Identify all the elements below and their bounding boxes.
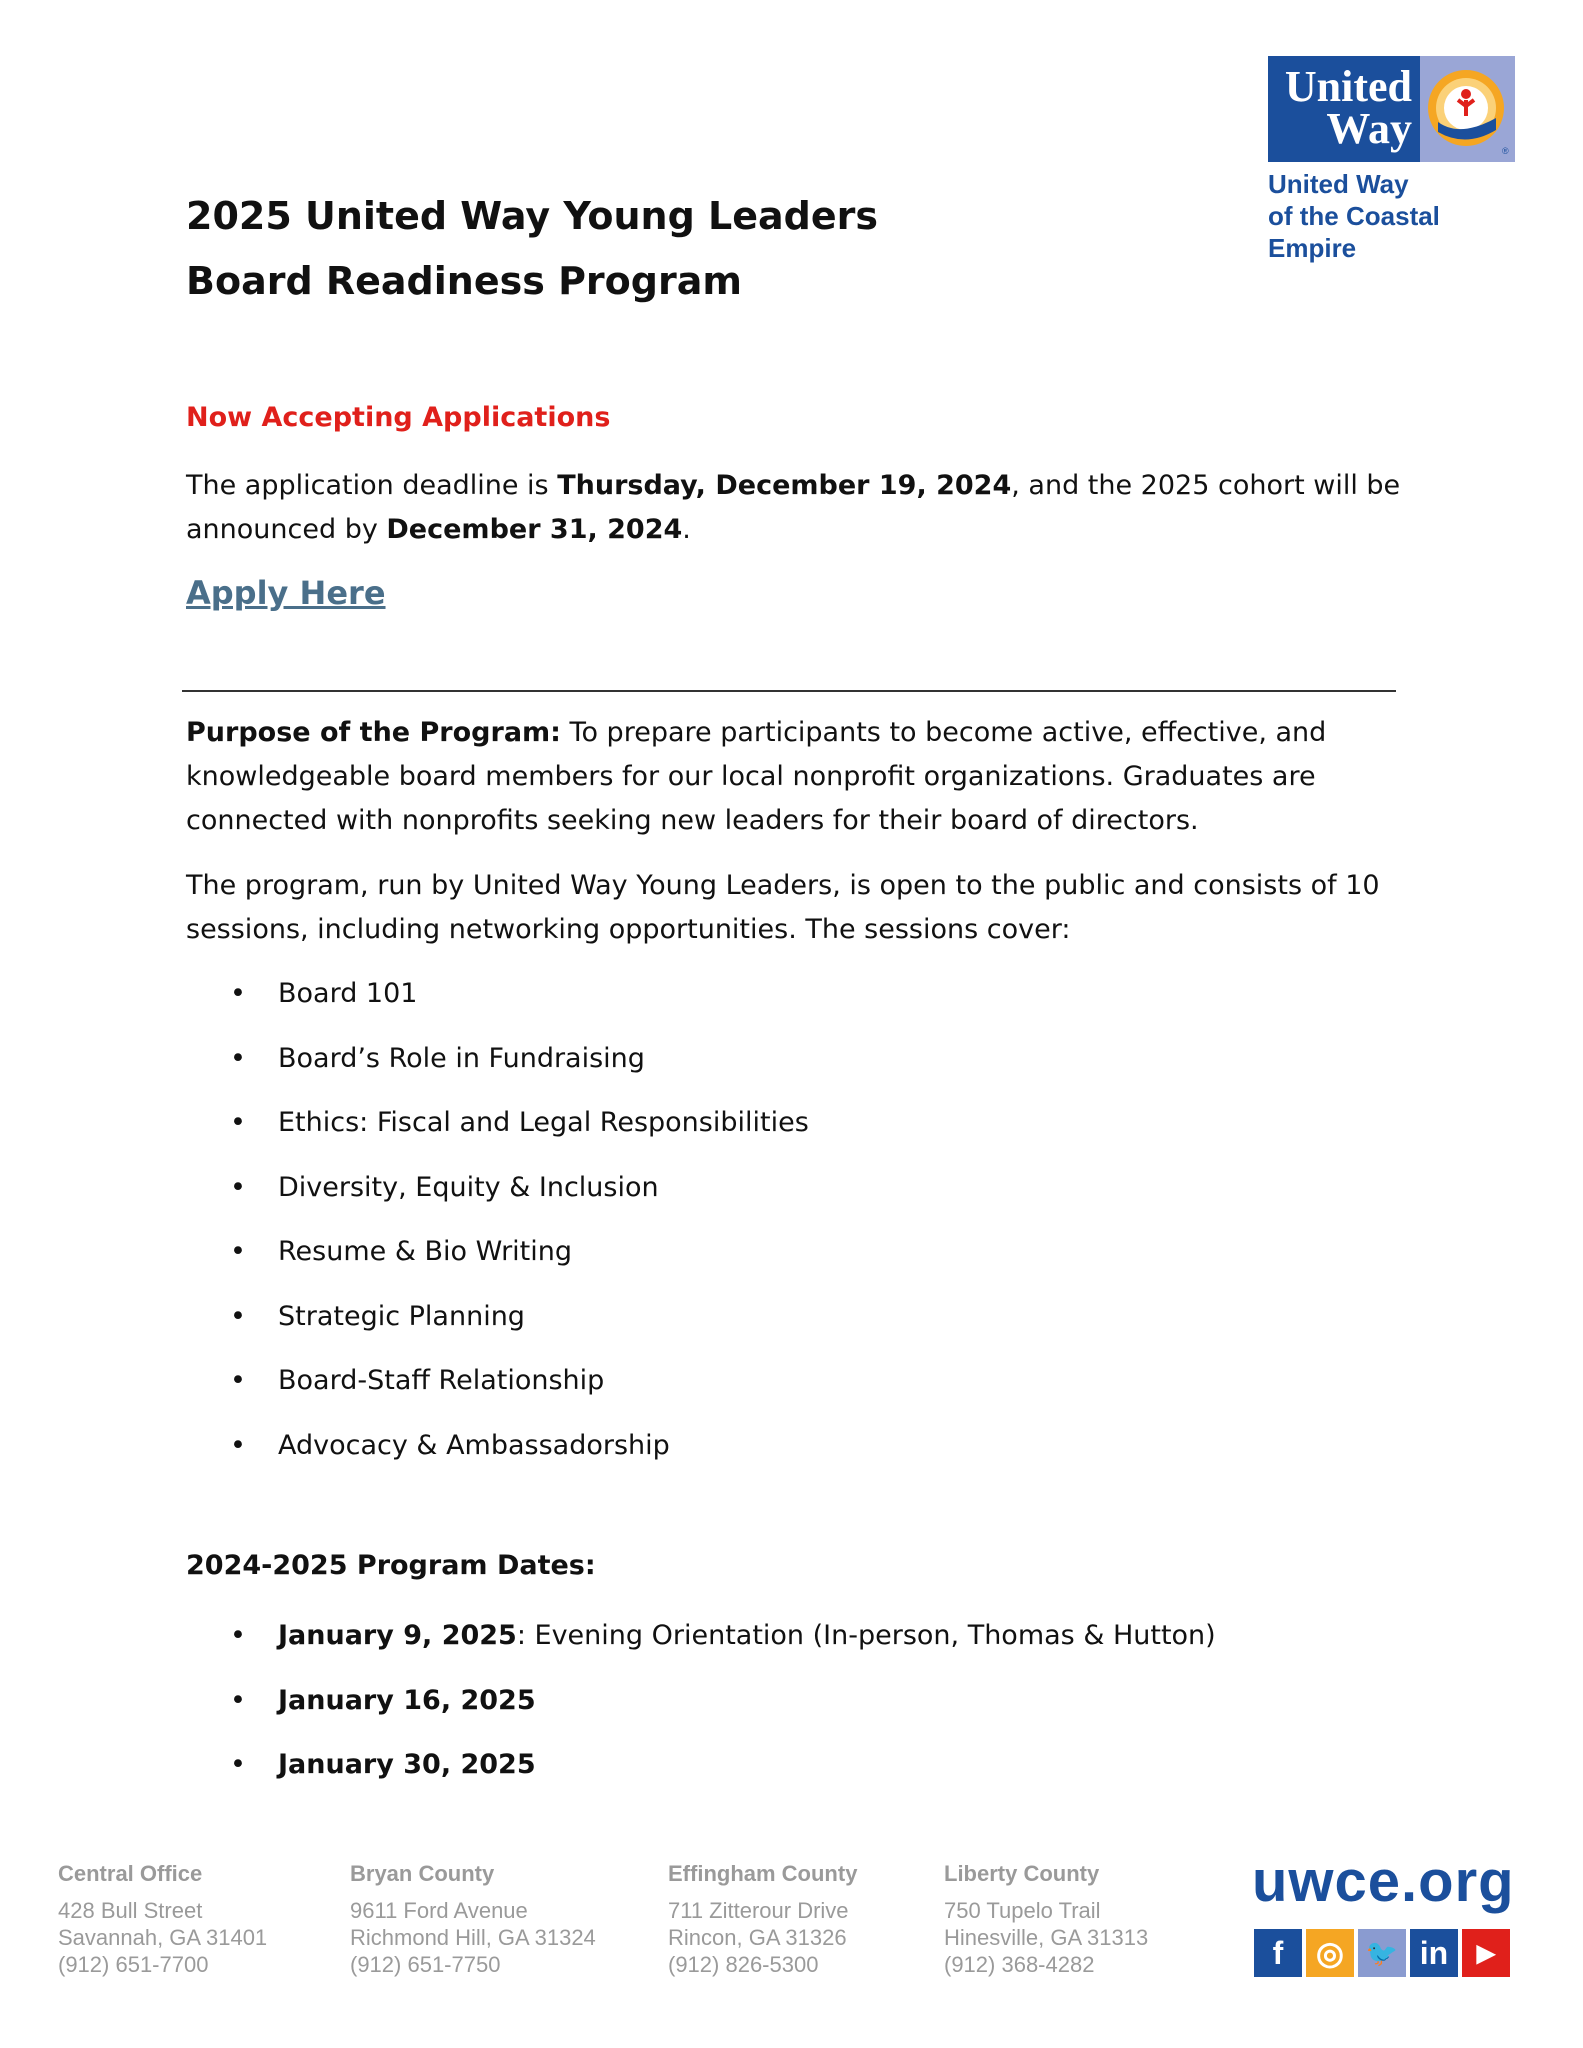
date-value: January 30, 2025 [278,1749,536,1780]
website-link[interactable]: uwce.org [1252,1849,1515,1914]
session-item: • Strategic Planning [186,1295,809,1360]
program-dates-heading: 2024-2025 Program Dates: [186,1550,596,1581]
facebook-icon[interactable]: f [1254,1929,1302,1977]
hand-rainbow-icon [1420,56,1515,162]
deadline-date: Thursday, December 19, 2024 [557,470,1012,501]
purpose-paragraph [186,711,1406,843]
twitter-icon[interactable]: 🐦 [1358,1929,1406,1977]
office-phone: (912) 368-4282 [944,1952,1095,1977]
office-effingham [668,1860,857,1978]
purpose-label: Purpose of the Program: [186,717,561,748]
logo-wordmark [1268,56,1420,162]
session-item: • Board 101 [186,972,809,1037]
office-street: 711 Zitterour Drive [668,1898,849,1923]
svg-text:®: ® [1502,146,1509,156]
office-name: Bryan County [350,1861,495,1886]
social-icons [1254,1929,1510,1977]
logo-box [1268,56,1515,162]
program-description: The program, run by United Way Young Leaders, is open to the public and consists of 10 sessions, including networking opportunities. The sessions cover: [186,870,1380,945]
date-item [186,1743,1216,1808]
united-way-logo [1268,56,1515,264]
session-item: • Board-Staff Relationship [186,1359,809,1424]
logo-line-2: Way [1326,104,1412,153]
office-phone: (912) 651-7750 [350,1952,501,1977]
office-central [58,1860,267,1978]
page-title [186,184,878,314]
office-bryan [350,1860,596,1978]
logo-org-line-1: United Way [1268,169,1409,199]
title-line-2: Board Readiness Program [186,259,742,303]
deadline-mid: , and the 2025 cohort will be announced by [186,470,1401,545]
deadline-end: . [682,514,691,545]
instagram-icon[interactable]: ◎ [1306,1929,1354,1977]
office-city: Hinesville, GA 31313 [944,1925,1149,1950]
session-item: • Ethics: Fiscal and Legal Responsibilities [186,1101,809,1166]
deadline-pre: The application deadline is [186,470,558,501]
office-street: 428 Bull Street [58,1898,203,1923]
date-value: January 9, 2025 [278,1620,517,1651]
accepting-applications-heading: Now Accepting Applications [186,402,611,433]
office-street: 9611 Ford Avenue [350,1898,528,1923]
office-street: 750 Tupelo Trail [944,1898,1101,1923]
purpose-text: To prepare participants to become active, effective, and knowledgeable board members for our local nonprofit organizations. Graduates are connected with nonprofits seeking new leaders for their board of directors. [186,717,1327,836]
office-name: Central Office [58,1861,203,1886]
date-value: January 16, 2025 [278,1684,536,1716]
apply-here-link[interactable]: Apply Here [186,574,386,612]
office-city: Rincon, GA 31326 [668,1925,847,1950]
office-phone: (912) 651-7700 [58,1952,209,1977]
session-item: • Resume & Bio Writing [186,1230,809,1295]
deadline-paragraph [186,464,1406,552]
announce-date: December 31, 2024 [386,514,683,545]
office-liberty [944,1860,1148,1978]
linkedin-icon[interactable]: in [1410,1929,1458,1977]
date-description: : Evening Orientation (In-person, Thomas & Hutton) [516,1620,1216,1651]
office-city: Richmond Hill, GA 31324 [350,1925,596,1950]
session-item: • Diversity, Equity & Inclusion [186,1166,809,1231]
date-item [186,1614,1216,1679]
office-name: Liberty County [944,1861,1100,1886]
session-item: • Board’s Role in Fundraising [186,1037,809,1102]
divider [182,690,1396,692]
office-name: Effingham County [668,1861,858,1886]
logo-line-1: United [1284,62,1412,111]
logo-org-name [1268,168,1515,264]
program-dates-list [186,1614,1216,1808]
title-line-1: 2025 United Way Young Leaders [186,194,878,238]
youtube-icon[interactable]: ▶ [1462,1929,1510,1977]
logo-org-line-2: of the Coastal Empire [1268,201,1440,263]
date-item [186,1679,1216,1744]
session-item: • Advocacy & Ambassadorship [186,1424,809,1489]
office-phone: (912) 826-5300 [668,1952,819,1977]
session-list [186,972,809,1488]
office-city: Savannah, GA 31401 [58,1925,268,1950]
